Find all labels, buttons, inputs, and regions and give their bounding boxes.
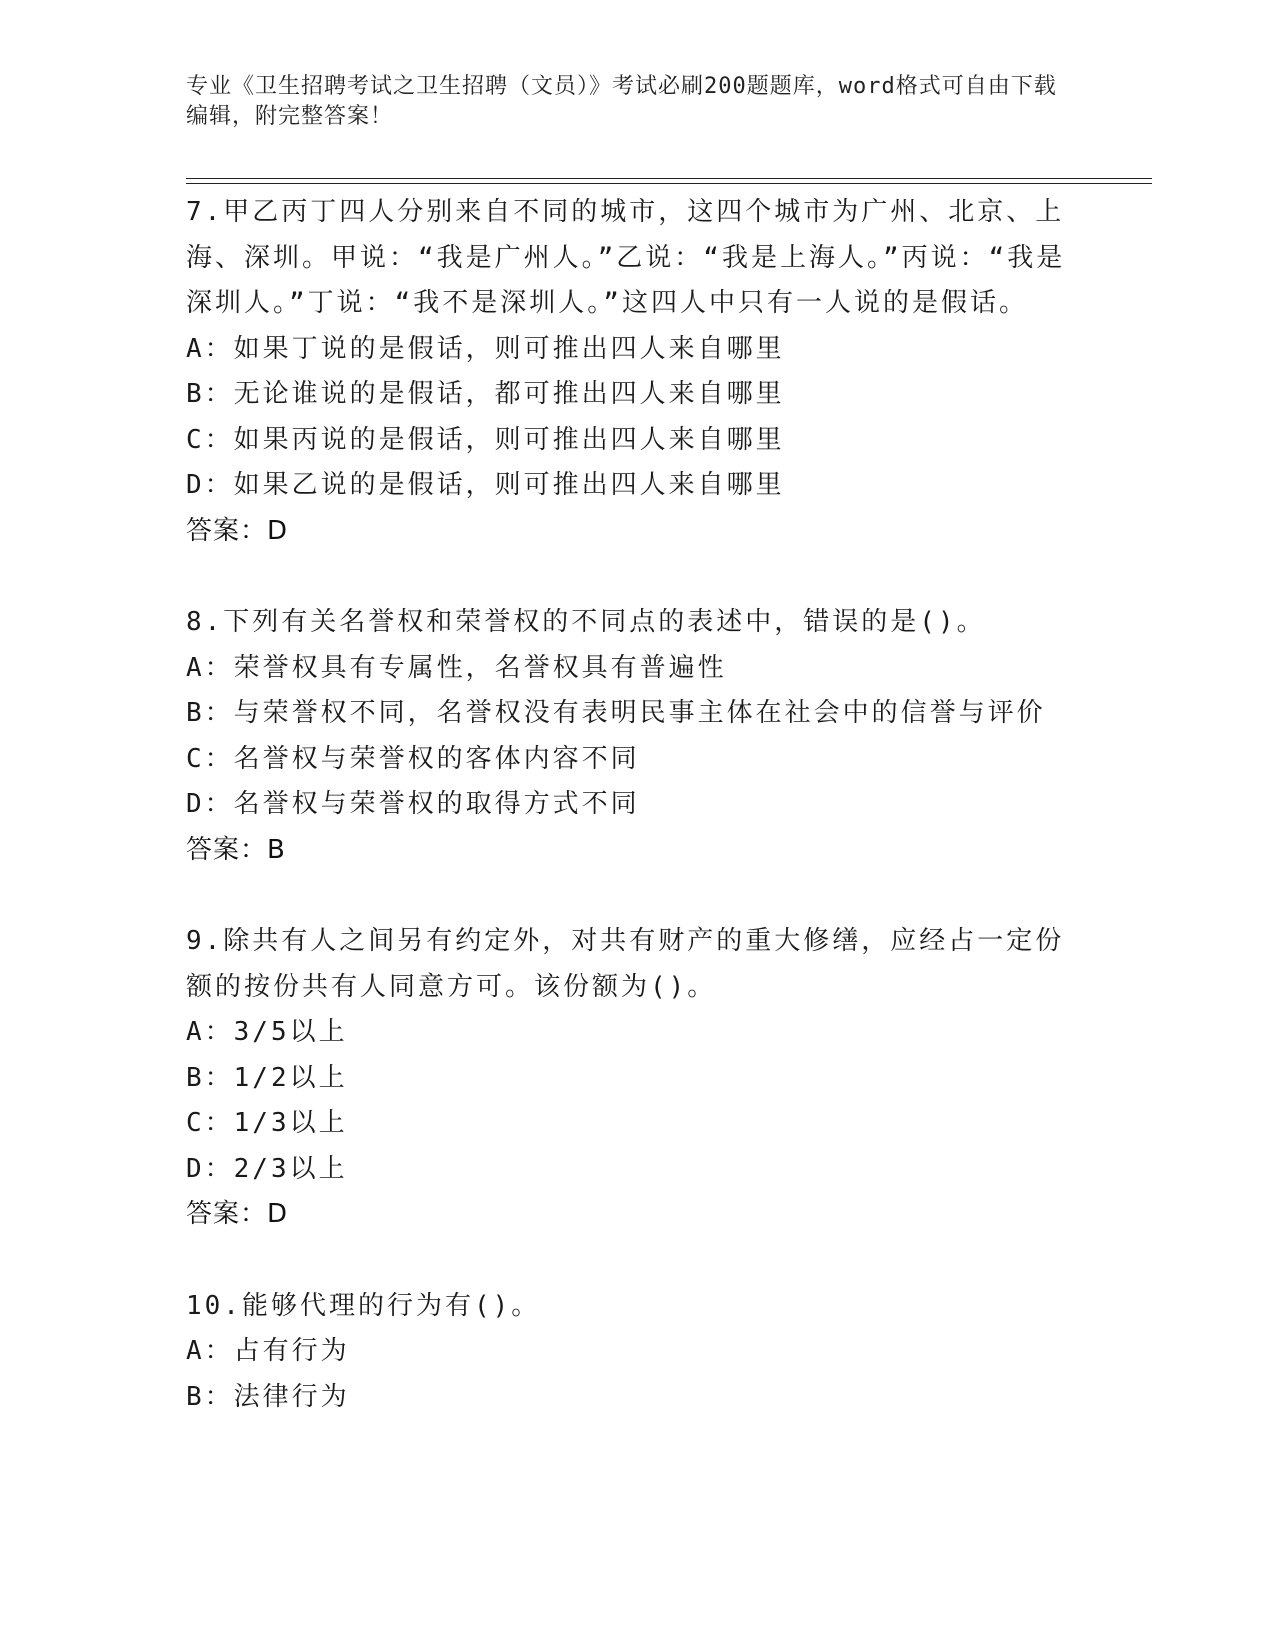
question-10 [186, 1284, 1086, 1421]
option-b: B：与荣誉权不同，名誉权没有表明民事主体在社会中的信誉与评价 [186, 698, 1046, 728]
option-c: C：如果丙说的是假话，则可推出四人来自哪里 [186, 424, 785, 455]
option-d: D：名誉权与荣誉权的取得方式不同 [186, 789, 640, 819]
question-stem: 8.下列有关名誉权和荣誉权的不同点的表述中，错误的是()。 [186, 607, 986, 637]
header-divider-top [186, 178, 1152, 179]
answer: 答案：D [186, 515, 289, 546]
question-9 [186, 919, 1086, 1238]
option-a: A：占有行为 [186, 1336, 350, 1366]
question-stem: 9.除共有人之间另有约定外，对共有财产的重大修缮，应经占一定份额的按份共有人同意方可。该份额为()。 [186, 926, 1065, 1002]
question-7 [186, 190, 1086, 554]
option-c: C：名誉权与荣誉权的客体内容不同 [186, 743, 640, 774]
answer: 答案：D [186, 1199, 289, 1229]
option-b: B：无论谁说的是假话，都可推出四人来自哪里 [186, 379, 785, 409]
option-a: A：荣誉权具有专属性，名誉权具有普遍性 [186, 652, 727, 683]
question-stem: 7.甲乙丙丁四人分别来自不同的城市，这四个城市为广州、北京、上海、深圳。甲说：“我是广州人。”乙说：“我是上海人。”丙说：“我是深圳人。”丁说：“我不是深圳人。”这四人中只有一人说的是假话。 [186, 197, 1066, 318]
document-intro: 专业《卫生招聘考试之卫生招聘（文员）》考试必刷200题题库，word格式可自由下载编辑，附完整答案！ [186, 74, 1057, 129]
option-c: C：1/3以上 [186, 1108, 348, 1138]
question-stem: 10.能够代理的行为有()。 [186, 1290, 541, 1321]
option-a: A：3/5以上 [186, 1017, 348, 1047]
question-8 [186, 600, 1086, 873]
option-d: D：如果乙说的是假话，则可推出四人来自哪里 [186, 470, 785, 500]
option-b: B：法律行为 [186, 1381, 350, 1412]
option-d: D：2/3以上 [186, 1153, 348, 1184]
answer: 答案：B [186, 834, 286, 865]
option-b: B：1/2以上 [186, 1062, 348, 1093]
question-list [186, 190, 1086, 1466]
option-a: A：如果丁说的是假话，则可推出四人来自哪里 [186, 333, 785, 364]
header-divider-bottom [186, 183, 1152, 184]
